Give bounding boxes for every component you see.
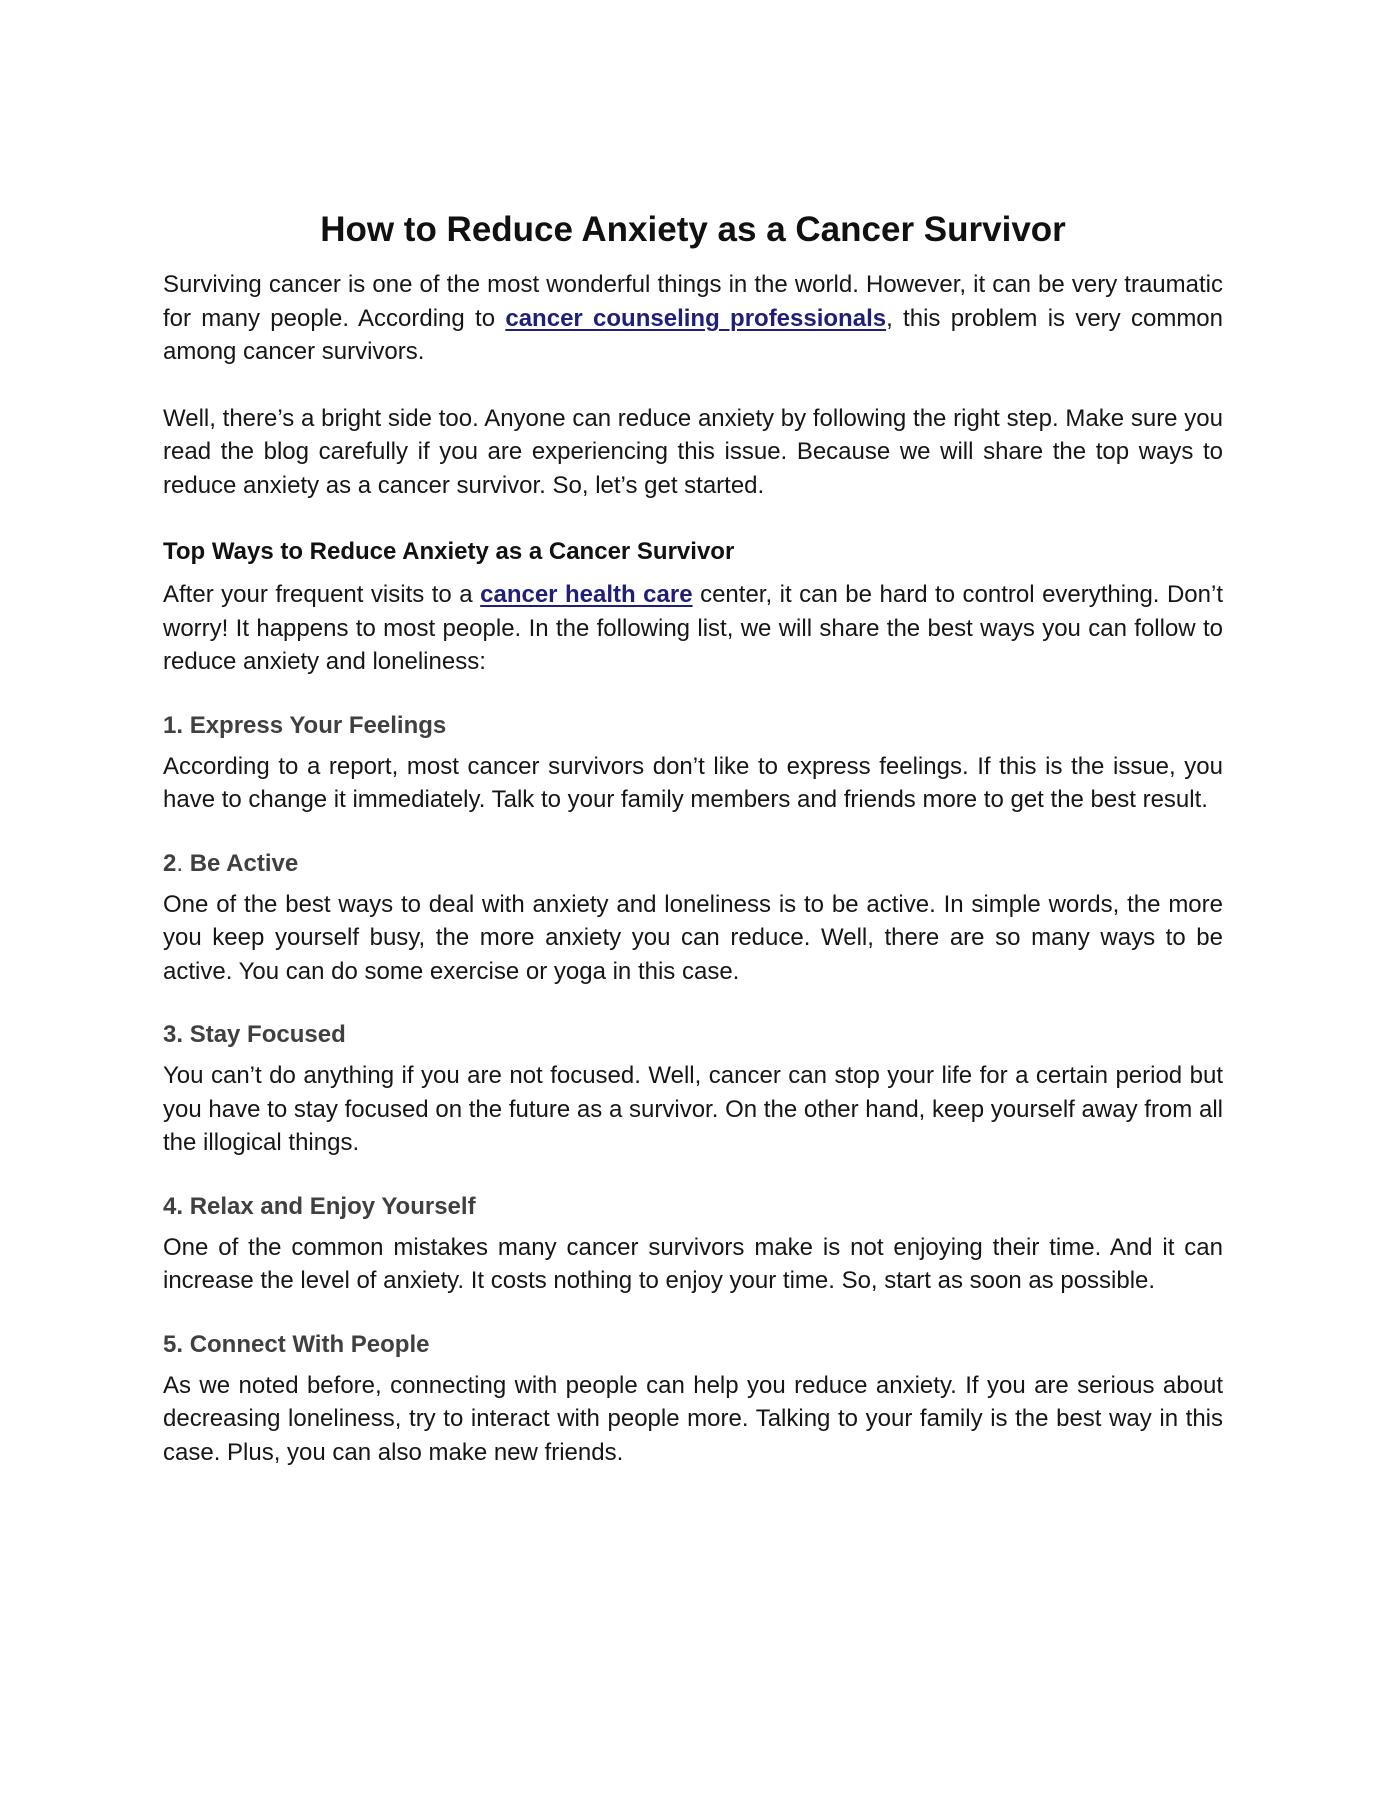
item-body-1: According to a report, most cancer survivors don’t like to express feelings. If this is the issue, you have to change it immediately. Talk to your family members and friends more to get the best result. <box>163 752 1223 813</box>
item-number-5: 5. <box>163 1330 184 1358</box>
intro-paragraph-2: Well, there’s a bright side too. Anyone can reduce anxiety by following the right step. Make sure you read the blog carefully if you are experiencing this issue. Because we will share the top ways to reduce anxiety as a cancer survivor. So, let’s get started. <box>163 404 1223 499</box>
item-number-2: 2 <box>163 849 177 877</box>
item-number-4: 4. <box>163 1192 184 1220</box>
item-title-5: Connect With People <box>189 1330 430 1358</box>
intro-text-after-link: , this problem is very common among cancer survivors. <box>163 304 1224 365</box>
item-heading-3 <box>163 1018 1223 1051</box>
section-heading: Top Ways to Reduce Anxiety as a Cancer Survivor <box>163 538 735 565</box>
document-page <box>163 208 1223 1469</box>
item-heading-5 <box>163 1328 1223 1361</box>
cancer-counseling-link[interactable]: cancer counseling professionals <box>505 304 887 332</box>
item-heading-1 <box>163 709 1223 742</box>
intro-paragraph-1 <box>163 268 1223 369</box>
item-body-4: One of the common mistakes many cancer survivors make is not enjoying their time. And it can increase the level of anxiety. It costs nothing to enjoy your time. So, start as soon as possible. <box>163 1233 1223 1294</box>
section-text-after-link: center, it can be hard to control everything. Don’t worry! It happens to most people. In the following list, we will share the best ways you can follow to reduce anxiety and loneliness: <box>163 581 1224 675</box>
item-title-4: Relax and Enjoy Yourself <box>189 1192 476 1220</box>
item-heading-4 <box>163 1190 1223 1223</box>
item-title-2: Be Active <box>189 849 299 877</box>
item-title-3: Stay Focused <box>189 1021 346 1048</box>
cancer-health-care-link[interactable]: cancer health care <box>480 581 693 608</box>
item-body-2: One of the best ways to deal with anxiety and loneliness is to be active. In simple words, the more you keep yourself busy, the more anxiety you can reduce. Well, there are so many ways to be active. You can do some exercise or yoga in this case. <box>163 890 1223 985</box>
section-paragraph <box>163 578 1223 679</box>
item-number-1: 1. <box>163 711 184 739</box>
item-number-2-dot: . <box>176 849 184 877</box>
item-title-1: Express Your Feelings <box>189 711 447 739</box>
intro-text-before-link: Surviving cancer is one of the most wonderful things in the world. However, it can be very traumatic for many people. According to <box>163 271 1223 332</box>
item-number-3: 3. <box>163 1021 184 1048</box>
section-text-before-link: After your frequent visits to a <box>163 581 481 608</box>
item-body-3: You can’t do anything if you are not focused. Well, cancer can stop your life for a certain period but you have to stay focused on the future as a survivor. On the other hand, keep yourself away from all the illogical things. <box>163 1062 1223 1156</box>
page-title: How to Reduce Anxiety as a Cancer Survivor <box>320 210 1066 249</box>
item-body-5: As we noted before, connecting with people can help you reduce anxiety. If you are serious about decreasing loneliness, try to interact with people more. Talking to your family is the best way in this case. Plus, you can also make new friends. <box>163 1371 1223 1466</box>
item-heading-2 <box>163 847 1223 880</box>
